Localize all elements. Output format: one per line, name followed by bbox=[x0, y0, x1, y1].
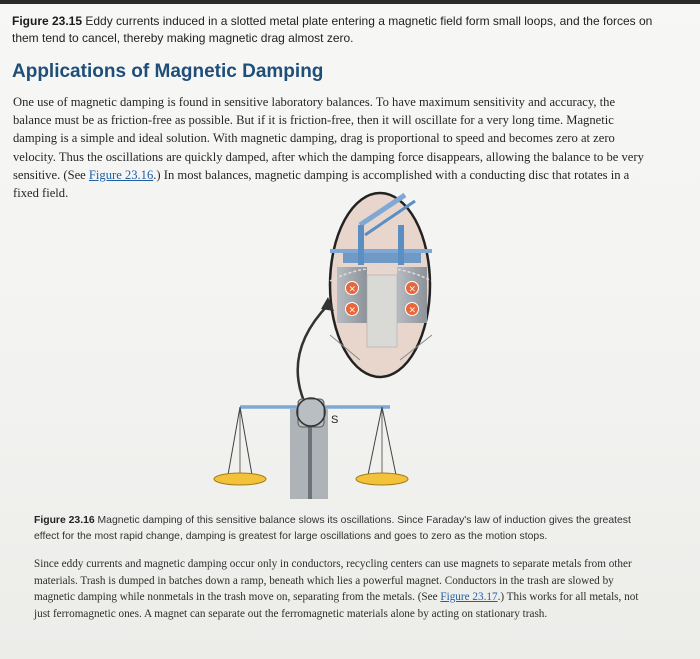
left-pan bbox=[214, 473, 266, 485]
magnet-s-label: S bbox=[331, 414, 339, 426]
paragraph-text-after: .) In most balances, magnetic damping is accomplished with a conducting disc that rotates in a fixed field. bbox=[13, 167, 630, 201]
svg-text:×: × bbox=[408, 284, 417, 295]
svg-text:×: × bbox=[408, 305, 417, 316]
paragraph-recycling bbox=[34, 556, 649, 622]
figure-label: Figure 23.16 bbox=[34, 515, 95, 526]
paragraph-text-after: .) This works for all metals, not just ferromagnetic ones. A magnet can separate out the ferromagnetic materials alone by acting on stationary trash. bbox=[34, 591, 639, 620]
figure-23-15-caption bbox=[12, 13, 672, 47]
top-border bbox=[0, 0, 700, 4]
paragraph-text: One use of magnetic damping is found in sensitive laboratory balances. To have maximum sensitivity and accuracy, the balance must be as friction-free as possible. But if it is friction-free, then it will oscillate for a very long time. Magnetic damping is a simple and ideal solution. With magnetic damping, drag is proportional to speed and becomes zero at zero velocity. Thus the oscillations are quickly damped, after which the damping force disappears, allowing the balance to be very sensitive. (See bbox=[13, 95, 644, 182]
svg-text:×: × bbox=[348, 284, 357, 295]
figure-label: Figure 23.15 bbox=[12, 14, 83, 28]
balance-damping-figure bbox=[200, 185, 490, 500]
zoom-arrow bbox=[298, 305, 328, 410]
caption-text: Eddy currents induced in a slotted metal plate entering a magnetic field form small loops, and the forces on them tend to cancel, thereby making magnetic drag almost zero. bbox=[12, 14, 653, 45]
section-heading: Applications of Magnetic Damping bbox=[12, 61, 324, 82]
figure-23-16-link[interactable]: Figure 23.16 bbox=[88, 167, 154, 182]
paragraph-text: Since eddy currents and magnetic damping occur only in conductors, recycling centers can use magnets to separate metals from other materials. Trash is dumped in batches down a ramp, beneath which lies a powerful magnet. Conductors in the trash are slowed by magnetic damping while nonmetals in the trash move on, separating from the metals. (See bbox=[34, 558, 632, 604]
right-pan bbox=[356, 473, 408, 485]
figure-23-17-link[interactable]: Figure 23.17 bbox=[440, 591, 498, 604]
magnet-center-slot bbox=[367, 275, 397, 347]
svg-text:×: × bbox=[348, 305, 357, 316]
caption-text: Magnetic damping of this sensitive balance slows its oscillations. Since Faraday's law of induction gives the greatest effect for the most rapid change, damping is greatest for large oscillations and goes to zero as the motion stops. bbox=[34, 515, 631, 542]
figure-23-16-caption bbox=[34, 513, 654, 545]
